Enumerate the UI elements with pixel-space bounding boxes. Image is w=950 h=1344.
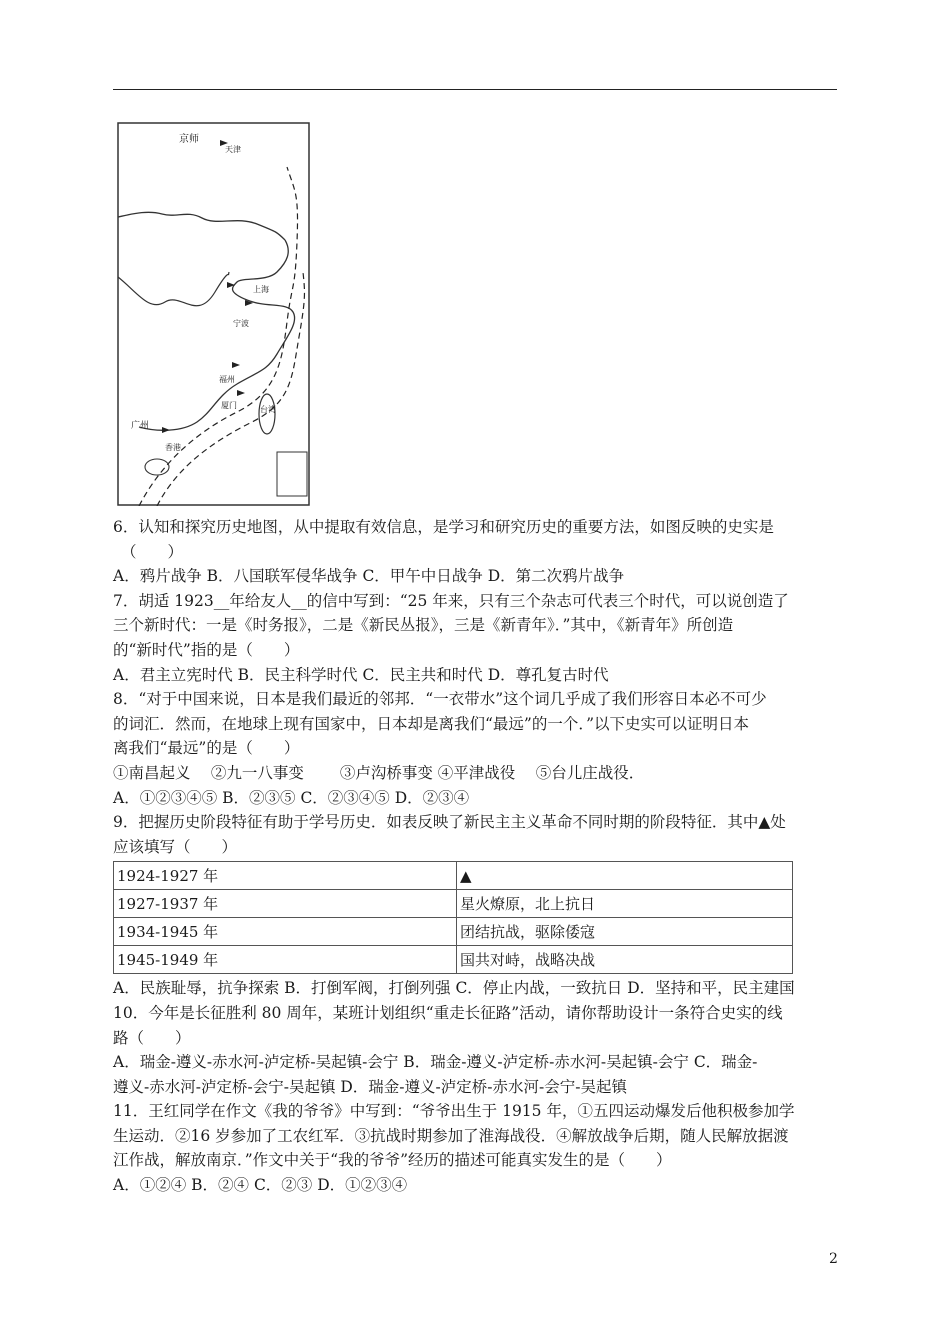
q10-line-1: 10．今年是长征胜利 80 周年，某班计划组织“重走长征路”活动，请你帮助设计一条符合史实的线 (113, 1003, 783, 1022)
q6-stem-line-1: 6．认知和探究历史地图，从中提取有效信息，是学习和研究历史的重要方法，如图反映的史实是 (113, 518, 774, 536)
q11-line-3: 江作战，解放南京．”作文中关于“我的爷爷”经历的描述可能真实发生的是（ ） (113, 1151, 672, 1170)
table-cell-period: 1945-1949 年 (114, 946, 457, 974)
q11-line-1: 11．王红同学在作文《我的爷爷》中写到：“爷爷出生于 1915 年，①五四运动爆发后他积极参加学 (113, 1102, 795, 1121)
map-label-fuzhou: 福州 (219, 375, 235, 384)
table-cell-period: 1934-1945 年 (114, 918, 457, 946)
map-label-xiamen: 厦门 (221, 401, 237, 410)
q7-line-1: 7．胡适 1923__年给友人__的信中写到：“25 年来，只有三个杂志可代表三个时代，可以说创造了 (113, 591, 789, 610)
historical-map (117, 122, 310, 506)
map-label-jingshi: 京师 (179, 134, 199, 145)
q7-line-3: 的“新时代”指的是（ ） (113, 640, 300, 659)
table-row (114, 862, 793, 890)
q10-options-line-2: 遵义-赤水河-泸定桥-会宁-吴起镇 D．瑞金-遵义-泸定桥-赤水河-会宁-吴起镇 (113, 1077, 627, 1096)
map-label-taiwan: 台湾 (260, 405, 276, 414)
map-label-shanghai: 上海 (253, 285, 269, 294)
q9-options: A．民族耻辱，抗争探索 B．打倒军阀，打倒列强 C．停止内战，一致抗日 D．坚持和平，民主建国 (113, 979, 795, 998)
table-row (114, 946, 793, 974)
map-label-ningbo: 宁波 (233, 319, 249, 328)
table-cell-period: 1927-1937 年 (114, 890, 457, 918)
q9-line-2: 应该填写（ ） (113, 837, 238, 856)
table-cell-feature: ▲ (457, 862, 793, 890)
q11-line-2: 生运动．②16 岁参加了工农红军．③抗战时期参加了淮海战役．④解放战争后期，随人民解放据渡 (113, 1126, 789, 1145)
map-frame (118, 123, 309, 505)
table-cell-period: 1924-1927 年 (114, 862, 457, 890)
q11-options: A．①②④ B．②④ C．②③ D．①②③④ (113, 1176, 408, 1195)
q9-line-1: 9．把握历史阶段特征有助于学号历史．如表反映了新民主主义革命不同时期的阶段特征．其中▲处 (113, 813, 786, 832)
q8-options: A．①②③④⑤ B．②③⑤ C．②③④⑤ D．②③④ (113, 788, 470, 807)
table-row (114, 918, 793, 946)
q8-items: ①南昌起义 ②九一八事变 ③卢沟桥事变 ④平津战役 ⑤台儿庄战役． (113, 763, 645, 782)
map-label-guangzhou: 广州 (131, 421, 150, 431)
page-number: 2 (829, 1251, 838, 1267)
header-rule (113, 89, 837, 90)
q6-options: A．鸦片战争 B．八国联军侵华战争 C．甲午中日战争 D．第二次鸦片战争 (113, 567, 625, 586)
table-row (114, 890, 793, 918)
q8-line-2: 的词汇．然而，在地球上现有国家中，日本却是离我们“最远”的一个．”以下史实可以证明日本 (113, 714, 750, 733)
map-label-tianjin: 天津 (225, 145, 241, 154)
q8-line-1: 8．“对于中国来说，日本是我们最近的邻邦．“一衣带水”这个词几乎成了我们形容日本必不可少 (113, 690, 767, 709)
table-cell-feature: 星火燎原，北上抗日 (457, 890, 793, 918)
q10-options-line-1: A．瑞金-遵义-赤水河-泸定桥-吴起镇-会宁 B．瑞金-遵义-泸定桥-赤水河-吴起镇-会宁 C．瑞金- (113, 1053, 758, 1072)
q7-line-2: 三个新时代：一是《时务报》，二是《新民丛报》，三是《新青年》．”其中，《新青年》所创造 (113, 616, 734, 635)
question-text-block (113, 515, 839, 1198)
table-cell-feature: 团结抗战，驱除倭寇 (457, 918, 793, 946)
table-cell-feature: 国共对峙，战略决战 (457, 946, 793, 974)
q7-options: A．君主立宪时代 B．民主科学时代 C．民主共和时代 D．尊孔复古时代 (113, 665, 609, 684)
map-label-xianggang: 香港 (165, 443, 181, 452)
q10-line-2: 路（ ） (113, 1028, 191, 1047)
q8-line-3: 离我们“最远”的是（ ） (113, 739, 300, 758)
q6-stem-line-2: （ ） (121, 542, 184, 561)
q9-stage-table (113, 861, 793, 974)
